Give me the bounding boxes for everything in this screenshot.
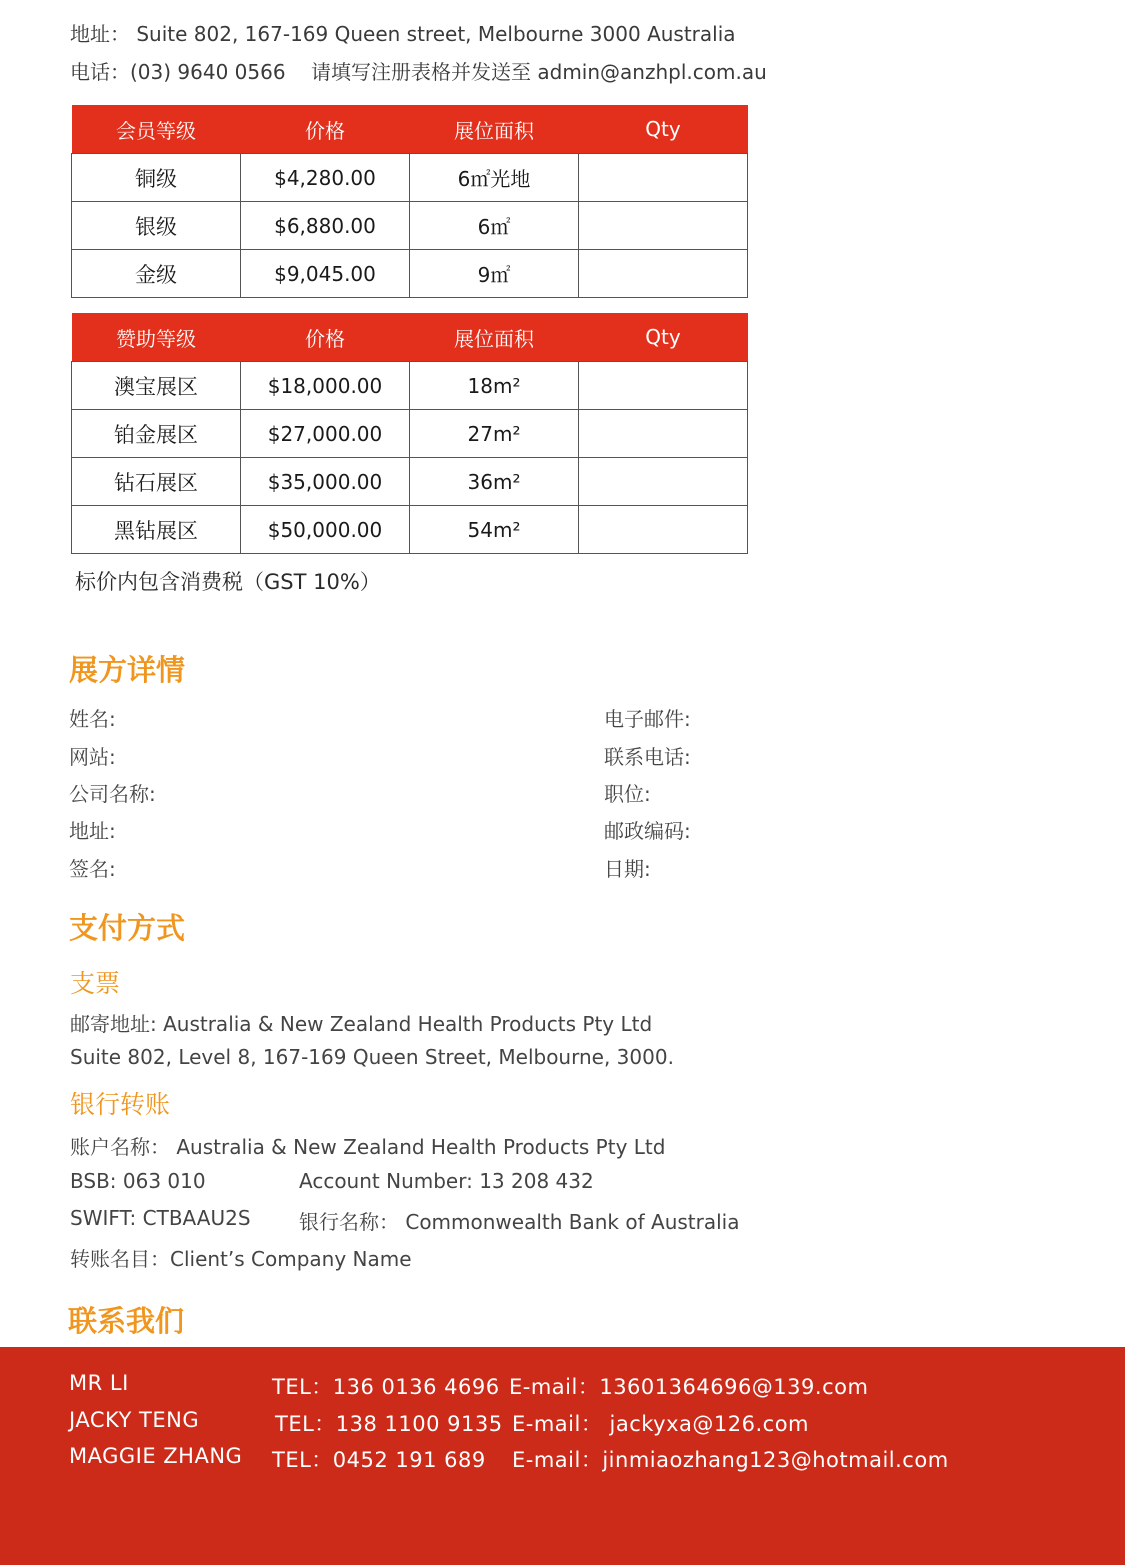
- level-cell: 黑钻展区: [72, 506, 241, 554]
- qty-cell[interactable]: [579, 506, 748, 554]
- phone-line: [70, 56, 767, 85]
- qty-cell[interactable]: [579, 250, 748, 298]
- sponsor-pricing-table: [71, 313, 748, 554]
- contact-name: MAGGIE ZHANG: [69, 1444, 243, 1468]
- payment-method-heading: 支付方式: [69, 911, 186, 945]
- contact-footer: [0, 1347, 1125, 1565]
- phone-value: (03) 9640 0566: [130, 60, 286, 84]
- contact-name: JACKY TENG: [69, 1408, 200, 1432]
- col-header-level: 会员等级: [72, 105, 241, 154]
- cheque-street-address: Suite 802, Level 8, 167-169 Queen Street, Melbourne, 3000.: [70, 1045, 674, 1069]
- qty-cell[interactable]: [579, 202, 748, 250]
- contact-email[interactable]: E-mail：13601364696@139.com: [509, 1375, 869, 1399]
- address-value: Suite 802, 167-169 Queen street, Melbourne 3000 Australia: [136, 22, 736, 46]
- registration-email-link[interactable]: admin@anzhpl.com.au: [537, 60, 767, 84]
- col-header-price: 价格: [241, 313, 410, 362]
- price-cell: $4,280.00: [241, 154, 410, 202]
- membership-pricing-table: [71, 105, 748, 298]
- contact-us-heading: 联系我们: [68, 1304, 185, 1338]
- membership-header-row: [72, 105, 748, 154]
- address-line: [70, 18, 736, 47]
- level-cell: 钻石展区: [72, 458, 241, 506]
- qty-cell[interactable]: [579, 154, 748, 202]
- gst-note: 标价内包含消费税（GST 10%）: [75, 570, 381, 594]
- level-cell: 澳宝展区: [72, 362, 241, 410]
- registration-instruction: 请填写注册表格并发送至: [311, 60, 532, 84]
- area-cell: 36m²: [410, 458, 579, 506]
- address-field-label[interactable]: 地址:: [69, 819, 116, 843]
- account-number: Account Number: 13 208 432: [299, 1169, 594, 1193]
- contact-email[interactable]: E-mail： jackyxa@126.com: [512, 1412, 810, 1436]
- contact-email[interactable]: E-mail：jinmiaozhang123@hotmail.com: [512, 1448, 949, 1472]
- table-row: [72, 250, 748, 298]
- area-cell: 9㎡: [410, 250, 579, 298]
- name-field-label[interactable]: 姓名:: [69, 707, 116, 731]
- cheque-mail-address: 邮寄地址: Australia & New Zealand Health Products Pty Ltd: [70, 1012, 653, 1036]
- level-cell: 铂金展区: [72, 410, 241, 458]
- date-field-label[interactable]: 日期:: [604, 857, 651, 881]
- area-cell: 6㎡光地: [410, 154, 579, 202]
- table-row: [72, 202, 748, 250]
- area-cell: 18m²: [410, 362, 579, 410]
- swift-code: SWIFT: CTBAAU2S: [70, 1206, 251, 1230]
- transfer-reference: 转账名目：Client’s Company Name: [70, 1247, 412, 1271]
- position-field-label[interactable]: 职位:: [604, 782, 651, 806]
- exhibitor-details-heading: 展方详情: [69, 653, 186, 687]
- table-row: [72, 362, 748, 410]
- col-header-area: 展位面积: [410, 313, 579, 362]
- level-cell: 金级: [72, 250, 241, 298]
- col-header-level: 赞助等级: [72, 313, 241, 362]
- table-row: [72, 410, 748, 458]
- price-cell: $6,880.00: [241, 202, 410, 250]
- table-row: [72, 506, 748, 554]
- email-field-label[interactable]: 电子邮件:: [604, 707, 691, 731]
- price-cell: $18,000.00: [241, 362, 410, 410]
- sponsor-header-row: [72, 313, 748, 362]
- qty-cell[interactable]: [579, 410, 748, 458]
- price-cell: $27,000.00: [241, 410, 410, 458]
- company-field-label[interactable]: 公司名称:: [69, 782, 156, 806]
- col-header-price: 价格: [241, 105, 410, 154]
- level-cell: 铜级: [72, 154, 241, 202]
- area-cell: 27m²: [410, 410, 579, 458]
- col-header-qty: Qty: [579, 313, 748, 362]
- contact-tel[interactable]: TEL：136 0136 4696: [272, 1375, 500, 1399]
- level-cell: 银级: [72, 202, 241, 250]
- phone-label: 电话：: [70, 60, 130, 84]
- table-row: [72, 154, 748, 202]
- phone-field-label[interactable]: 联系电话:: [604, 745, 691, 769]
- qty-cell[interactable]: [579, 362, 748, 410]
- bank-name: 银行名称： Commonwealth Bank of Australia: [299, 1210, 740, 1234]
- signature-field-label[interactable]: 签名:: [69, 857, 116, 881]
- bank-transfer-subheading: 银行转账: [70, 1090, 171, 1119]
- contact-tel[interactable]: TEL：138 1100 9135: [275, 1412, 503, 1436]
- col-header-area: 展位面积: [410, 105, 579, 154]
- table-row: [72, 458, 748, 506]
- price-cell: $9,045.00: [241, 250, 410, 298]
- col-header-qty: Qty: [579, 105, 748, 154]
- account-name: 账户名称： Australia & New Zealand Health Products Pty Ltd: [70, 1135, 666, 1159]
- area-cell: 54m²: [410, 506, 579, 554]
- price-cell: $35,000.00: [241, 458, 410, 506]
- website-field-label[interactable]: 网站:: [69, 745, 116, 769]
- postcode-field-label[interactable]: 邮政编码:: [604, 819, 691, 843]
- address-label: 地址：: [70, 22, 130, 46]
- qty-cell[interactable]: [579, 458, 748, 506]
- area-cell: 6㎡: [410, 202, 579, 250]
- bsb-number: BSB: 063 010: [70, 1169, 206, 1193]
- contact-tel[interactable]: TEL：0452 191 689: [272, 1448, 486, 1472]
- cheque-subheading: 支票: [70, 969, 121, 998]
- price-cell: $50,000.00: [241, 506, 410, 554]
- contact-name: MR LI: [69, 1371, 129, 1395]
